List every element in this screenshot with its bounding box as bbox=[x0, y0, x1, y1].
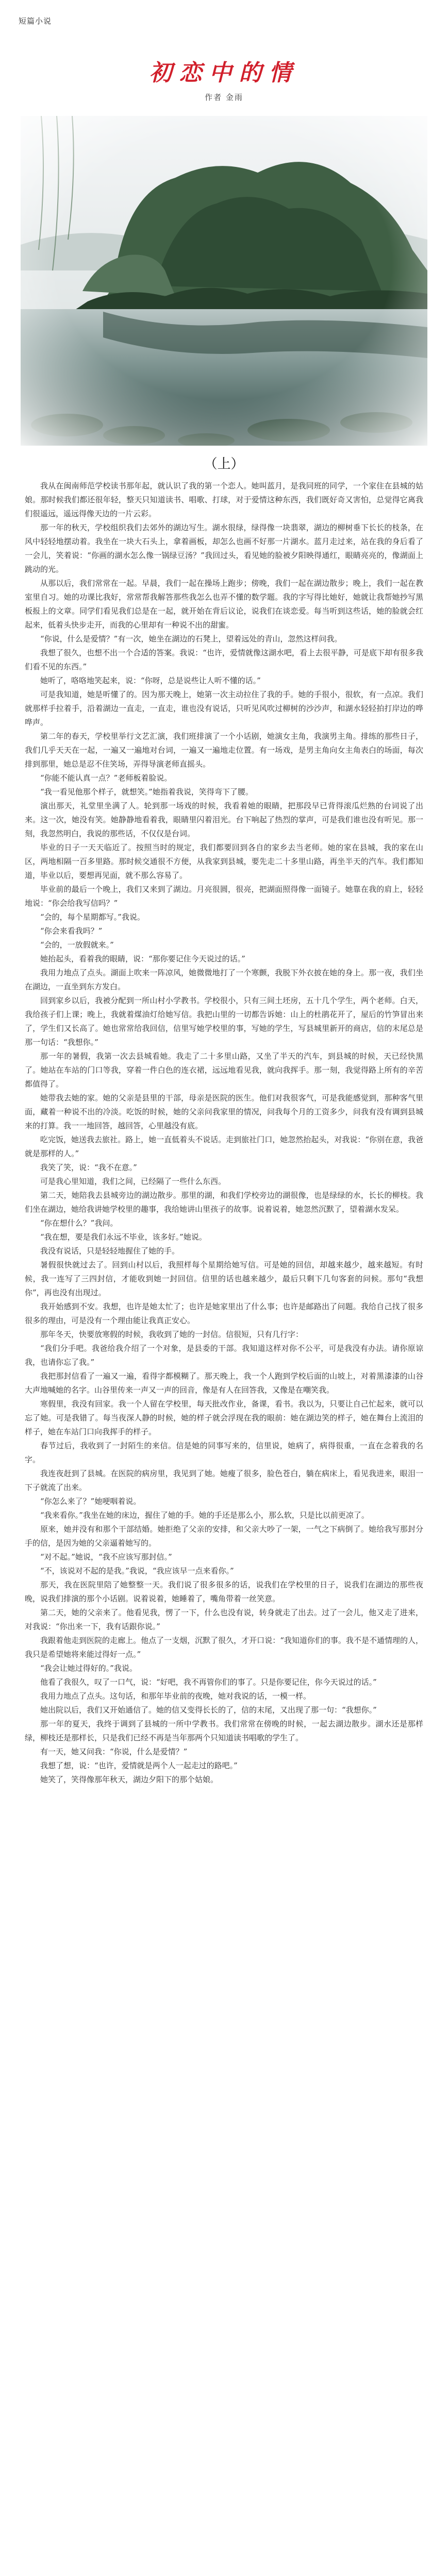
lake-banner-image bbox=[21, 116, 427, 446]
story-paragraph: 她笑了，笑得像那年秋天，湖边夕阳下的那个姑娘。 bbox=[40, 1775, 219, 1784]
story-paragraph: “我们分手吧。我爸给我介绍了一个对象，是县委的干部。我知道这样对你不公平，可是我没有办法。请你原谅我，也请你忘了我。” bbox=[25, 1344, 423, 1367]
story-paragraph: 我用力地点了点头。湖面上吹来一阵凉风，她微微地打了一个寒颤，我脱下外衣披在她的身上。那一夜，我们坐在湖边，一直坐到东方发白。 bbox=[25, 968, 423, 991]
story-paragraph: 有一天，她又问我：“你说，什么是爱情？” bbox=[40, 1747, 188, 1756]
part-heading: （上） bbox=[204, 456, 244, 472]
story-paragraph: 我把那封信看了一遍又一遍，看得字都模糊了。那天晚上，我一个人跑到学校后面的山坡上，对着黑漆漆的山谷大声地喊她的名字。山谷里传来一声又一声的回音，像是有人在回答我，又像是在嘲笑我。 bbox=[25, 1371, 423, 1395]
story-paragraph: 演出那天，礼堂里坐满了人。轮到那一场戏的时候，我看着她的眼睛，把那段早已背得滚瓜烂熟的台词说了出来。这一次，她没有笑。她静静地看着我，眼睛里闪着泪光。台下响起了热烈的掌声，可是我们谁也没有听见。那一刻，我忽然明白，我说的那些话，不仅仅是台词。 bbox=[25, 801, 423, 838]
story-paragraph: 吃完饭，她送我去旅社。路上，她一直低着头不说话。走到旅社门口，她忽然抬起头，对我说：“你别在意，我爸就是那样的人。” bbox=[25, 1135, 423, 1158]
story-paragraph: 我笑了笑，说：“我不在意。” bbox=[40, 1163, 137, 1172]
story-paragraph: “你在想什么？”我问。 bbox=[40, 1218, 118, 1228]
story-paragraph: 第二天，她的父亲来了。他看见我，愣了一下，什么也没有说，转身就走了出去。过了一会儿，他又走了进来，对我说：“你出来一下，我有话跟你说。” bbox=[25, 1608, 423, 1631]
story-paragraph: 我想了想，说：“也许，爱情就是两个人一起走过的路吧。” bbox=[40, 1761, 238, 1770]
story-paragraph: 她带我去她的家。她的父亲是县里的干部，母亲是医院的医生。他们对我很客气，可是我能感觉到，那种客气里面，藏着一种说不出的冷淡。吃饭的时候，她的父亲问我家里的情况，问我每个月的工资多少，问我有没有调到县城来的打算。我一一地回答，越回答，心里越没有底。 bbox=[25, 1093, 423, 1130]
story-paragraph: 暑假很快就过去了。回到山村以后，我照样每个星期给她写信。可是她的回信，却越来越少，越来越短。有时候，我一连写了三四封信，才能收到她一封回信。信里的话也越来越少，最后只剩下几句客套的问候。那句“我想你”，再也没有出现过。 bbox=[25, 1260, 423, 1297]
story-paragraph: 毕业前的最后一个晚上，我们又来到了湖边。月亮很圆，很亮，把湖面照得像一面镜子。她靠在我的肩上，轻轻地说：“你会给我写信吗？” bbox=[25, 885, 423, 908]
story-paragraph: “会的，每个星期都写。”我说。 bbox=[40, 912, 145, 922]
story-paragraph: 那一年的夏天，我终于调到了县城的一所中学教书。我们常常在傍晚的时候，一起去湖边散步。湖水还是那样绿，柳枝还是那样长，只是我们已经不再是当年那两个只知道读书唱歌的学生了。 bbox=[25, 1719, 423, 1742]
story-paragraph: “你能不能认真一点？”老师板着脸说。 bbox=[40, 773, 172, 783]
story-paragraph: 春节过后，我收到了一封陌生的来信。信是她的同事写来的，信里说，她病了，病得很重，一直在念着我的名字。 bbox=[25, 1441, 423, 1464]
story-paragraph: “你怎么来了？”她哽咽着说。 bbox=[40, 1497, 141, 1506]
story-paragraph: 我开始感到不安。我想，也许是她太忙了；也许是她家里出了什么事；也许是邮路出了问题。我给自己找了很多很多的理由，可是没有一个理由能让我真正安心。 bbox=[25, 1302, 423, 1325]
story-paragraph: “对不起。”她说，“我不应该写那封信。” bbox=[40, 1552, 172, 1562]
story-paragraph: 寒假里，我没有回家。我一个人留在学校里，每天批改作业，备课，看书。我以为，只要让自己忙起来，就可以忘了她。可是我错了。每当夜深人静的时候，她的样子就会浮现在我的眼前：她在湖边笑的样子，她在舞台上流泪的样子，她在车站门口向我挥手的样子。 bbox=[25, 1399, 423, 1436]
story-paragraph: “我一看见他那个样子，就想笑。”她指着我说，笑得弯下了腰。 bbox=[40, 787, 253, 796]
story-paragraph: 那天，我在医院里陪了她整整一天。我们说了很多很多的话，说我们在学校里的日子，说我们在湖边的那些夜晚，说我们排演的那个小话剧。说着说着，她睡着了，嘴角带着一丝笑意。 bbox=[25, 1580, 423, 1603]
story-paragraph: “你说，什么是爱情？”有一次，她坐在湖边的石凳上，望着远处的青山，忽然这样问我。 bbox=[40, 634, 342, 643]
story-paragraph: 那一年的秋天，学校组织我们去郊外的湖边写生。湖水很绿，绿得像一块翡翠，湖边的柳树垂下长长的枝条，在风中轻轻地摆动着。我坐在一块大石头上，拿着画板，却怎么也画不好那一片湖水。蓝月走过来，站在我的身后看了一会儿，笑着说：“你画的湖水怎么像一锅绿豆汤？”我回过头，看见她的脸被夕阳映得通红，眼睛亮亮的，像湖面上跳动的光。 bbox=[25, 523, 423, 574]
story-paragraph: “我在想，要是我们永远不毕业，该多好。”她说。 bbox=[40, 1232, 207, 1242]
story-paragraph: 毕业的日子一天天临近了。按照当时的规定，我们都要回到各自的家乡去当老师。她的家在县城，我的家在山区，两地相隔一百多里路。那时候交通很不方便，从我家到县城，要先走二十多里山路，再坐半天的汽车。我们都知道，毕业以后，要想再见面，就不那么容易了。 bbox=[25, 843, 423, 880]
story-paragraph: 我想了很久，也想不出一个合适的答案。我说：“也许，爱情就像这湖水吧，看上去很平静，可是底下却有很多我们看不见的东西。” bbox=[25, 648, 423, 671]
story-paragraph: 她听了，咯咯地笑起来，说：“你呀，总是说些让人听不懂的话。” bbox=[40, 676, 261, 685]
story-paragraph: 可是我知道，她是听懂了的。因为那天晚上，她第一次主动拉住了我的手。她的手很小，很软，有一点凉。我们就那样手拉着手，沿着湖边一直走，一直走，谁也没有说话，只听见风吹过柳树的沙沙声，和湖水轻轻拍打岸边的哗哗声。 bbox=[25, 690, 423, 727]
story-paragraph: 我跟着他走到医院的走廊上。他点了一支烟，沉默了很久，才开口说：“我知道你们的事。我不是不通情理的人，我只是希望她将来能过得好一点。” bbox=[25, 1636, 423, 1659]
story-paragraph: 我用力地点了点头。这句话，和那年毕业前的夜晚，她对我说的话，一模一样。 bbox=[40, 1691, 311, 1701]
author-line: 作者 金雨 bbox=[205, 93, 243, 102]
story-paragraph: 他看了我很久，叹了一口气，说：“好吧，我不再管你们的事了。只是你要记住，你今天说过的话。” bbox=[40, 1677, 377, 1687]
story-title: 初恋中的情 bbox=[149, 60, 299, 86]
section-label: 短篇小说 bbox=[19, 16, 52, 26]
story-paragraph: “我会让她过得好的。”我说。 bbox=[40, 1664, 137, 1673]
story-paragraph: 那年冬天，快要放寒假的时候，我收到了她的一封信。信很短，只有几行字： bbox=[40, 1330, 304, 1339]
story-paragraph: 原来，她并没有和那个干部结婚。她拒绝了父亲的安排，和父亲大吵了一架，一气之下病倒了。她给我写那封分手的信，是因为她的父亲逼着她写的。 bbox=[25, 1524, 423, 1548]
story-paragraph: 我从在闽南师范学校读书那年起，就认识了我的第一个恋人。她叫蓝月，是我同班的同学，一个家住在县城的姑娘。那时候我们都还很年轻，整天只知道读书、唱歌、打球，对于爱情这种东西，我们既好奇又害怕，总觉得它离我们很遥远，遥远得像天边的一片云彩。 bbox=[25, 481, 423, 518]
story-paragraph: 回到家乡以后，我被分配到一所山村小学教书。学校很小，只有三间土坯房，五十几个学生，两个老师。白天，我给孩子们上课；晚上，我就着煤油灯给她写信。我把山里的一切都告诉她：山上的杜鹃花开了，屋后的竹笋冒出来了，学生们又长高了。她也常常给我回信，信里写她学校里的事，写她的学生，写县城里新开的商店，信的末尾总是那一句话：“我想你。” bbox=[25, 996, 423, 1047]
story-paragraph: 第二年的春天，学校里举行文艺汇演，我们班排演了一个小话剧，她演女主角，我演男主角。排练的那些日子，我们几乎天天在一起，一遍又一遍地对台词，一遍又一遍地走位置。有一场戏，是男主角向女主角表白的场面，每次排到那里，她总是忍不住笑场，弄得导演老师直摇头。 bbox=[25, 732, 423, 769]
story-paragraph: 从那以后，我们常常在一起。早晨，我们一起在操场上跑步；傍晚，我们一起在湖边散步；晚上，我们一起在教室里自习。她的功课比我好，常常帮我解答那些我怎么也弄不懂的数学题。我的字写得比她好，她就让我帮她抄写黑板报上的文章。同学们看见我们总是在一起，就开始在背后议论，说我们在谈恋爱。每当听到这些话，她的脸就会红起来，低着头快步走开，而我的心里却有一种说不出的甜蜜。 bbox=[25, 579, 423, 630]
story-paragraph: 那一年的暑假，我第一次去县城看她。我走了二十多里山路，又坐了半天的汽车，到县城的时候，天已经快黑了。她站在车站的门口等我，穿着一件白色的连衣裙，远远地看见我，就向我挥手。那一刻，我觉得路上所有的辛苦都值得了。 bbox=[25, 1052, 423, 1089]
story-paragraph: 我连夜赶到了县城。在医院的病房里，我见到了她。她瘦了很多，脸色苍白，躺在病床上，看见我进来，眼泪一下子就流了出来。 bbox=[25, 1469, 423, 1492]
story-paragraph: 可是我心里知道，我们之间，已经隔了一些什么东西。 bbox=[40, 1177, 226, 1186]
story-paragraph: 我没有说话，只是轻轻地握住了她的手。 bbox=[40, 1246, 180, 1256]
story-paragraph: “会的，一放假就来。” bbox=[40, 940, 114, 950]
story-paragraph: “我来看你。”我坐在她的床边，握住了她的手。她的手还是那么小，那么软，只是比以前更凉了。 bbox=[40, 1511, 369, 1520]
story-body bbox=[25, 479, 423, 2576]
story-paragraph: 她抬起头，看着我的眼睛，说：“那你要记住今天说过的话。” bbox=[40, 954, 245, 963]
story-paragraph: “不，该说对不起的是我。”我说，“我应该早一点来看你。” bbox=[40, 1566, 234, 1575]
story-paragraph: “你会来看我吗？” bbox=[40, 926, 103, 936]
story-paragraph: 她出院以后，我们又开始通信了。她的信又变得长长的了，信的末尾，又出现了那一句：“我想你。” bbox=[40, 1705, 377, 1715]
story-paragraph: 第二天，她陪我去县城旁边的湖边散步。那里的湖，和我们学校旁边的湖很像，也是绿绿的水，长长的柳枝。我们坐在湖边，她给我讲她学校里的趣事，我给她讲山里孩子的故事。说着说着，她忽然沉默了，望着湖水发呆。 bbox=[25, 1191, 423, 1214]
